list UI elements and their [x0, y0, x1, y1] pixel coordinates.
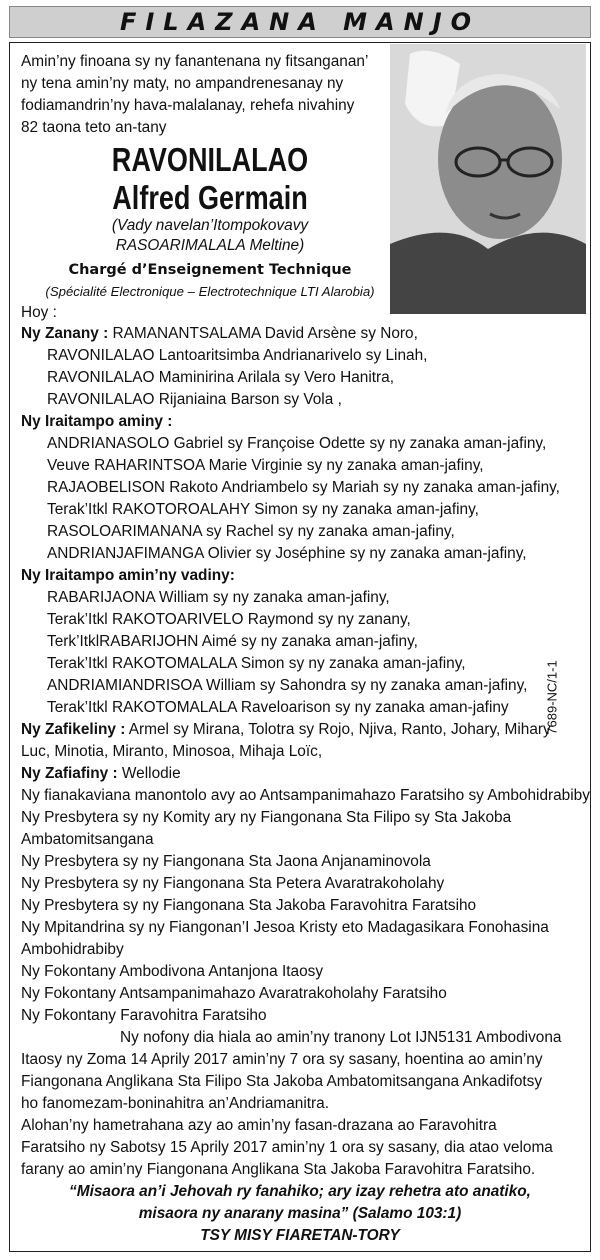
other-line: Ny Mpitandrina sy ny Fiangonan’I Jesoa Kristy eto Madagasikara Fonohasina [21, 919, 549, 936]
intro-line: 82 taona teto an-tany [21, 119, 167, 136]
iraitampo-line: ANDRIANASOLO Gabriel sy Françoise Odette sy ny zanaka aman-jafiny, [47, 435, 547, 452]
header-title: FILAZANA MANJO [119, 8, 481, 36]
other-line: Ny Presbytera sy ny Fiangonana Sta Petera Avaratrakoholahy [21, 875, 445, 892]
deceased-title: Chargé d’Enseignement Technique [68, 262, 352, 278]
zafiafiny-label: Ny Zafiafiny : [21, 765, 118, 782]
zanany-line: RAVONILALAO Maminirina Arilala sy Vero Hanitra, [47, 369, 394, 386]
other-line: Ambohidrabiby [21, 941, 124, 958]
scripture-quote: “Misaora an’i Jehovah ry fanahiko; ary izay rehetra ato anatiko, [69, 1183, 531, 1200]
iraitampo-line: RAJAOBELISON Rakoto Andriambelo sy Mariah sy ny zanaka aman-jafiny, [47, 479, 560, 496]
zanany-label: Ny Zanany : [21, 325, 109, 342]
other-line: Ambatomitsangana [21, 831, 154, 848]
iraitampo-vady-line: Terak’Itkl RAKOTOARIVELO Raymond sy ny zanany, [47, 611, 411, 628]
zanany-line: RAVONILALAO Lantoaritsimba Andrianarivelo sy Linah, [47, 347, 428, 364]
zafikeliny-line: Luc, Minotia, Miranto, Minosoa, Mihaja Loïc, [21, 743, 323, 760]
hoy-label: Hoy : [21, 304, 57, 321]
intro-line: Amin’ny finoana sy ny fanantenana ny fitsanganan’ [21, 53, 369, 70]
iraitampo-vady-label: Ny Iraitampo amin’ny vadiny: [21, 567, 235, 584]
zafikeliny-label: Ny Zafikeliny : [21, 721, 126, 738]
closing-line: TSY MISY FIARETAN-TORY [200, 1227, 400, 1244]
other-line: Ny Fokontany Ambodivona Antanjona Itaosy [21, 963, 324, 980]
deceased-surname: RAVONILALAO [111, 141, 309, 178]
burial-line: Faratsiho ny Sabotsy 15 Aprily 2017 amin’ny 1 ora sy sasany, dia atao veloma [21, 1139, 553, 1156]
portrait-photo [390, 44, 586, 314]
zanany-line: RAVONILALAO Rijaniaina Barson sy Vola , [47, 391, 342, 408]
iraitampo-vady-line: Terk’ItklRABARIJOHN Aimé sy ny zanaka aman-jafiny, [47, 633, 418, 650]
nofony-line: Fiangonana Anglikana Sta Filipo Sta Jakoba Ambatomitsangana Ankadifotsy [21, 1073, 543, 1090]
deceased-given-name: Alfred Germain [112, 179, 308, 216]
spouse-line: (Vady navelan’Itompokovavy [111, 217, 309, 234]
iraitampo-line: Veuve RAHARINTSOA Marie Virginie sy ny zanaka aman-jafiny, [47, 457, 484, 474]
iraitampo-vady-line: ANDRIAMIANDRISOA William sy Sahondra sy ny zanaka aman-jafiny, [47, 677, 528, 694]
other-line: Ny Fokontany Faravohitra Faratsiho [21, 1007, 267, 1024]
intro-line: ny tena amin’ny maty, no ampandrenesanay ny [21, 75, 344, 92]
zafikeliny-line [21, 720, 551, 740]
zafiafiny-line [21, 764, 181, 784]
other-line: Ny fianakaviana manontolo avy ao Antsampanimahazo Faratsiho sy Ambohidrabiby [21, 787, 590, 804]
iraitampo-vady-line: RABARIJAONA William sy ny zanaka aman-jafiny, [47, 589, 390, 606]
other-line: Ny Presbytera sy ny Komity ary ny Fiangonana Sta Filipo sy Sta Jakoba [21, 809, 512, 826]
nofony-line: Itaosy ny Zoma 14 Aprily 2017 amin’ny 7 ora sy sasany, hoentina ao amin’ny [21, 1051, 543, 1068]
intro-line: fodiamandrin’ny hava-malalanay, rehefa nivahiny [21, 97, 355, 114]
nofony-line: ho fanomezam-boninahitra an’Andriamanitra. [21, 1095, 329, 1112]
iraitampo-vady-line: Terak’Itkl RAKOTOMALALA Raveloarison sy ny zanaka aman-jafiny [47, 699, 509, 716]
zafikeliny-first: Armel sy Mirana, Tolotra sy Rojo, Njiva, Ranto, Johary, Mihary [125, 721, 551, 738]
zafiafiny-first: Wellodie [117, 765, 181, 782]
nofony-line: Ny nofony dia hiala ao amin’ny tranony Lot IJN5131 Ambodivona [120, 1029, 562, 1046]
iraitampo-line: RASOLOARIMANANA sy Rachel sy ny zanaka aman-jafiny, [47, 523, 455, 540]
header-banner [9, 6, 591, 38]
burial-line: Alohan’ny hametrahana azy ao amin’ny fasan-drazana ao Faravohitra [21, 1117, 497, 1134]
other-line: Ny Presbytera sy ny Fiangonana Sta Jakoba Faravohitra Faratsiho [21, 897, 477, 914]
other-line: Ny Fokontany Antsampanimahazo Avaratrakoholahy Faratsiho [21, 985, 447, 1002]
iraitampo-vady-line: Terak’Itkl RAKOTOMALALA Simon sy ny zanaka aman-jafiny, [47, 655, 466, 672]
spouse-line: RASOARIMALALA Meltine) [115, 237, 305, 254]
other-line: Ny Presbytera sy ny Fiangonana Sta Jaona Anjanaminovola [21, 853, 431, 870]
iraitampo-label: Ny Iraitampo aminy : [21, 413, 173, 430]
portrait-illustration [390, 44, 586, 314]
burial-line: farany ao amin’ny Fiangonana Anglikana Sta Jakoba Faravohitra Faratsiho. [21, 1161, 536, 1178]
scripture-quote: misaora ny anarany masina” (Salamo 103:1) [138, 1205, 462, 1222]
iraitampo-line: Terak’Itkl RAKOTOROALAHY Simon sy ny zanaka aman-jafiny, [47, 501, 479, 518]
iraitampo-line: ANDRIANJAFIMANGA Olivier sy Joséphine sy ny zanaka aman-jafiny, [47, 545, 527, 562]
zanany-first: RAMANANTSALAMA David Arsène sy Noro, [108, 325, 418, 342]
zanany-line [21, 324, 418, 344]
reference-code: 7689-NC/1-1 [544, 660, 560, 735]
deceased-specialty: (Spécialité Electronique – Electrotechnique LTI Alarobia) [45, 284, 375, 299]
